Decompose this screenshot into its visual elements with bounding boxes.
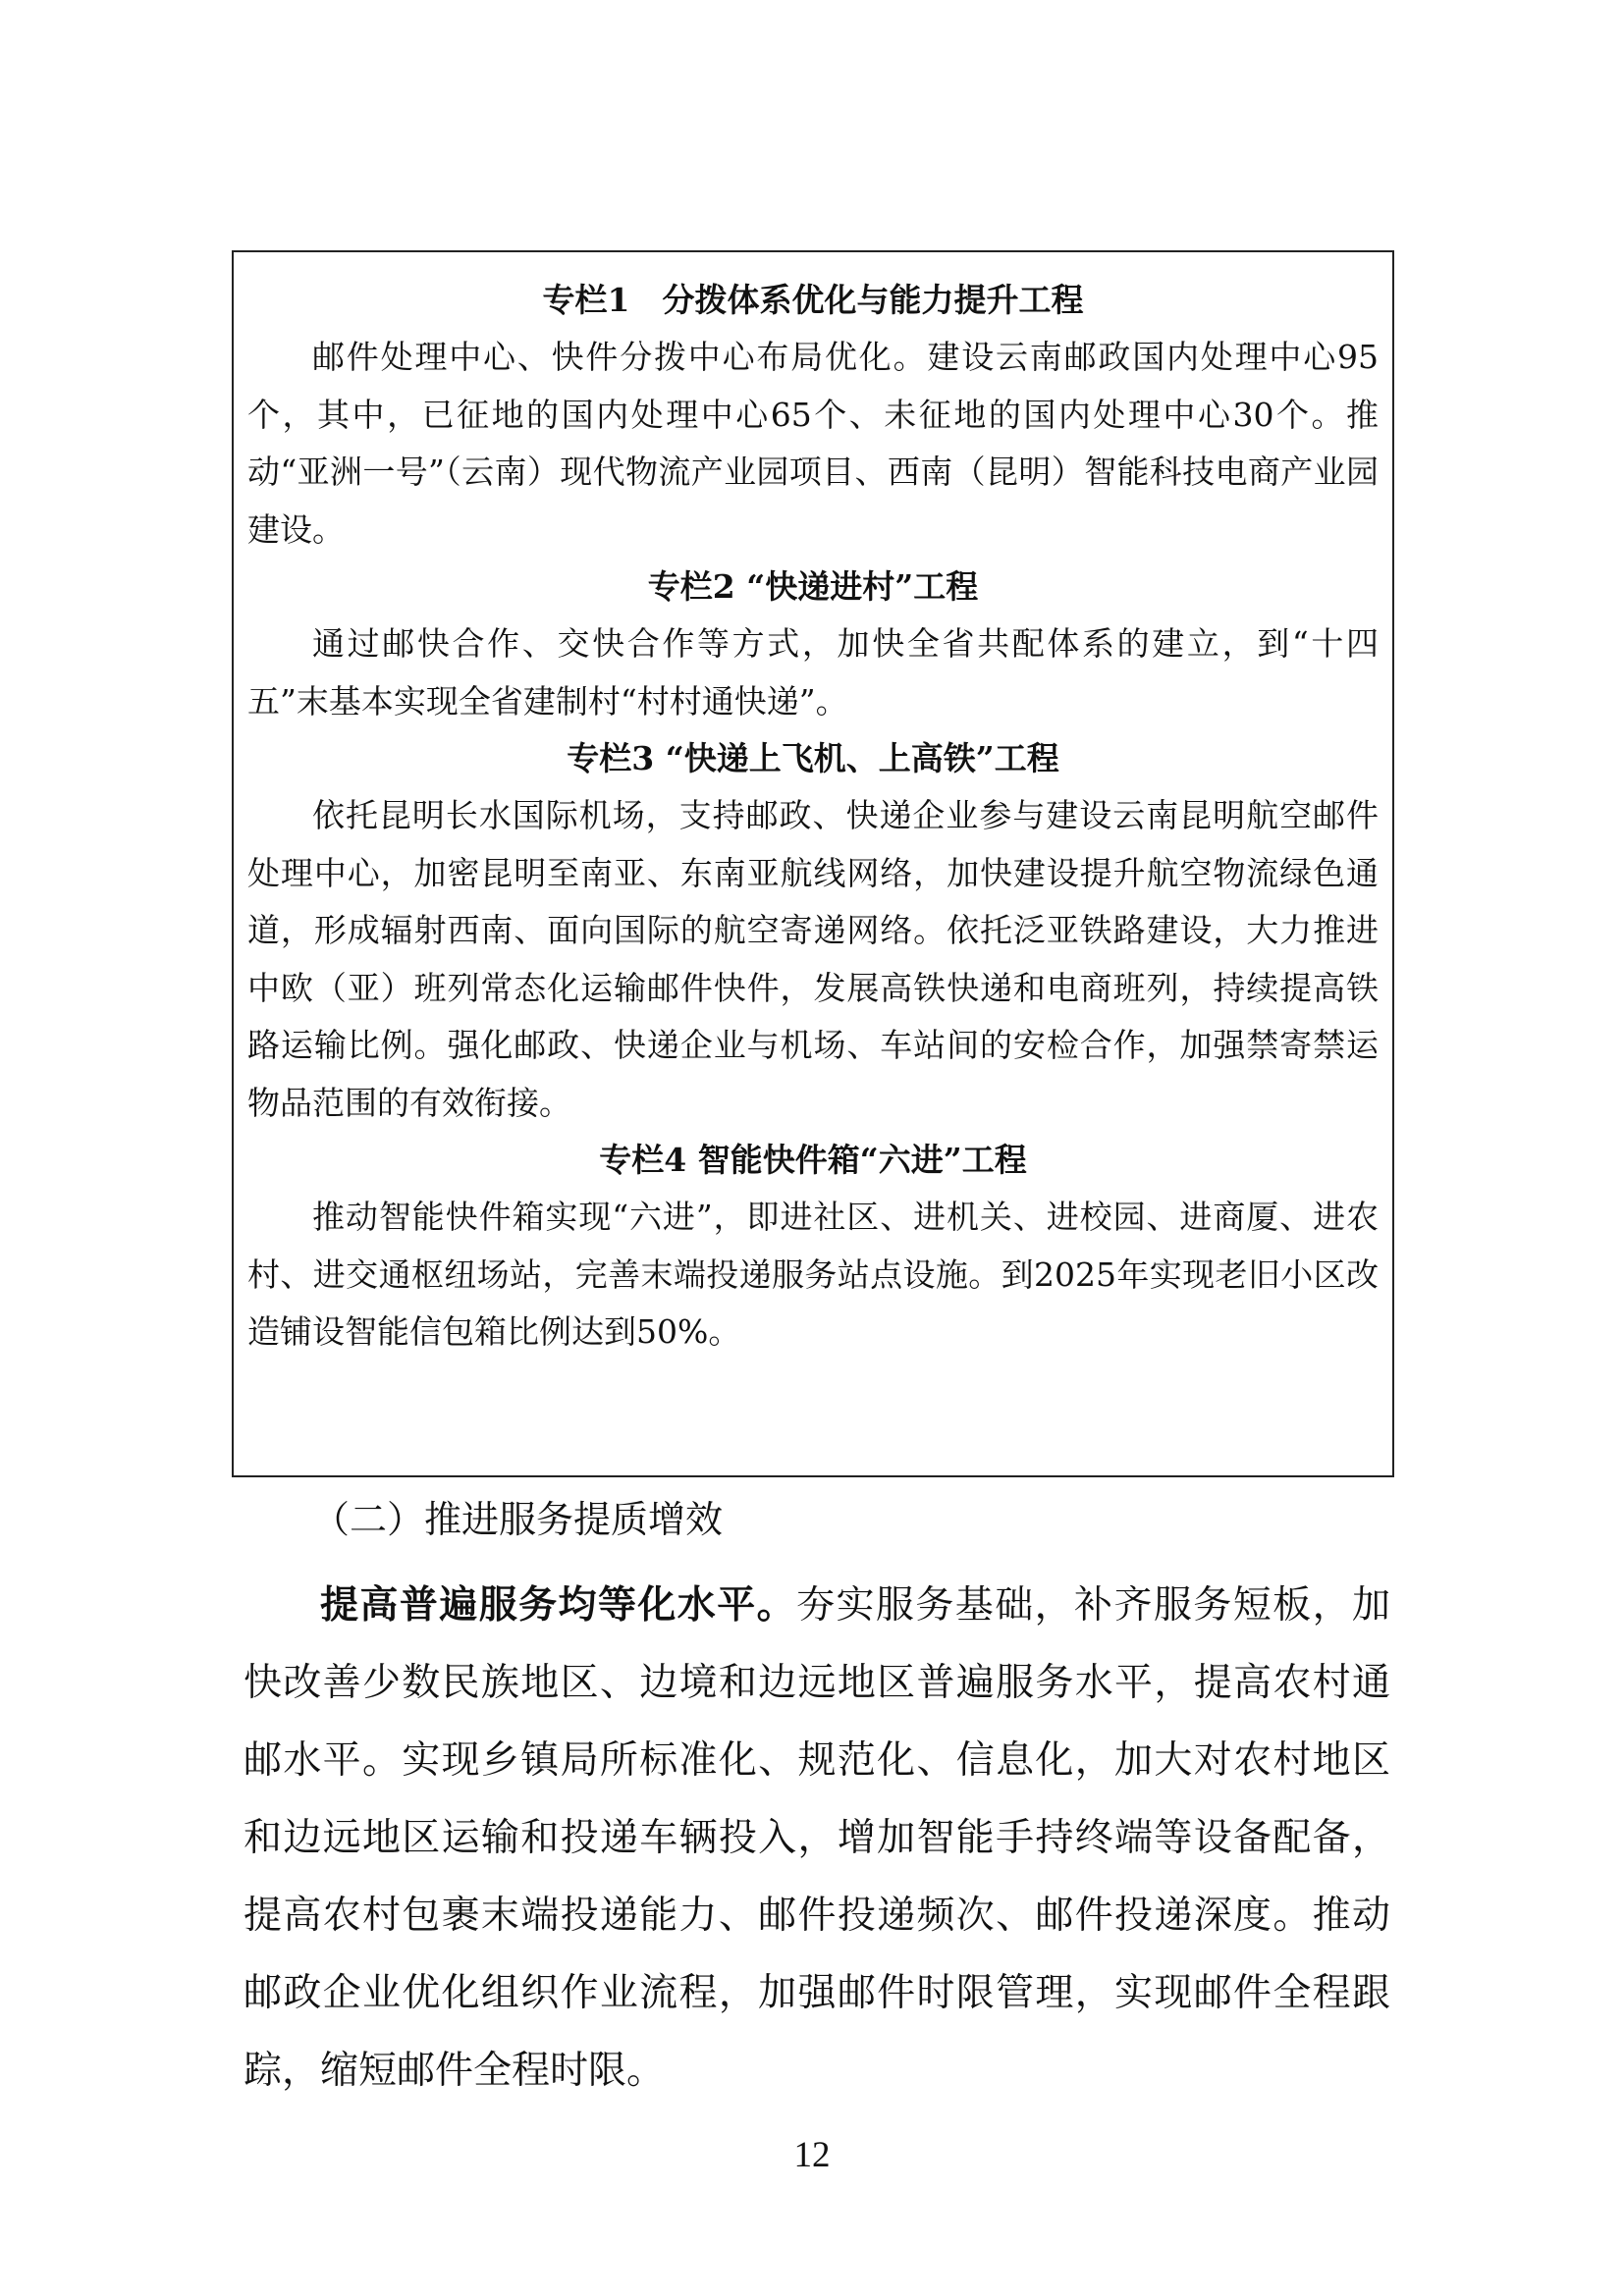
section-body-text: 夯实服务基础，补齐服务短板，加快改善少数民族地区、边境和边远地区普遍服务水平，提高农村通邮水平。实现乡镇局所标准化、规范化、信息化，加大对农村地区和边远地区运输和投递车辆投入，增加智能手持终端等设备配备，提高农村包裹末端投递能力、邮件投递频次、邮件投递深度。推动邮政企业优化组织作业流程，加强邮件时限管理，实现邮件全程跟踪，缩短邮件全程时限。 <box>244 1583 1390 2093</box>
section-heading: （二）推进服务提质增效 <box>312 1498 724 1541</box>
column-4-title: 专栏4 智能快件箱“六进”工程 <box>599 1141 1027 1179</box>
column-1-paragraph: 邮件处理中心、快件分拨中心布局优化。建设云南邮政国内处理中心95个，其中，已征地的国内处理中心65个、未征地的国内处理中心30个。推动“亚洲一号”（云南）现代物流产业园项目、西南（昆明）智能科技电商产业园建设。 <box>247 338 1379 549</box>
column-3-title: 专栏3 “快递上飞机、上高铁”工程 <box>567 739 1059 777</box>
column-2-title: 专栏2 “快递进村”工程 <box>647 567 979 606</box>
special-column-box <box>232 250 1394 1477</box>
section-lead-sentence: 提高普遍服务均等化水平。 <box>320 1582 797 1628</box>
column-4-paragraph: 推动智能快件箱实现“六进”，即进社区、进机关、进校园、进商厦、进农村、进交通枢纽场站，完善末端投递服务站点设施。到2025年实现老旧小区改造铺设智能信包箱比例达到50%。 <box>247 1198 1379 1351</box>
column-3-paragraph: 依托昆明长水国际机场，支持邮政、快递企业参与建设云南昆明航空邮件处理中心，加密昆明至南亚、东南亚航线网络，加快建设提升航空物流绿色通道，形成辐射西南、面向国际的航空寄递网络。依托泛亚铁路建设，大力推进中欧（亚）班列常态化运输邮件快件，发展高铁快递和电商班列，持续提高铁路运输比例。强化邮政、快递企业与机场、车站间的安检合作，加强禁寄禁运物品范围的有效衔接。 <box>247 796 1379 1122</box>
section-paragraph <box>244 1567 1390 2109</box>
column-2-paragraph: 通过邮快合作、交快合作等方式，加快全省共配体系的建立，到“十四五”末基本实现全省建制村“村村通快递”。 <box>247 624 1379 721</box>
column-1-title: 专栏1 分拨体系优化与能力提升工程 <box>542 281 1084 319</box>
page-number: 12 <box>793 2135 831 2175</box>
